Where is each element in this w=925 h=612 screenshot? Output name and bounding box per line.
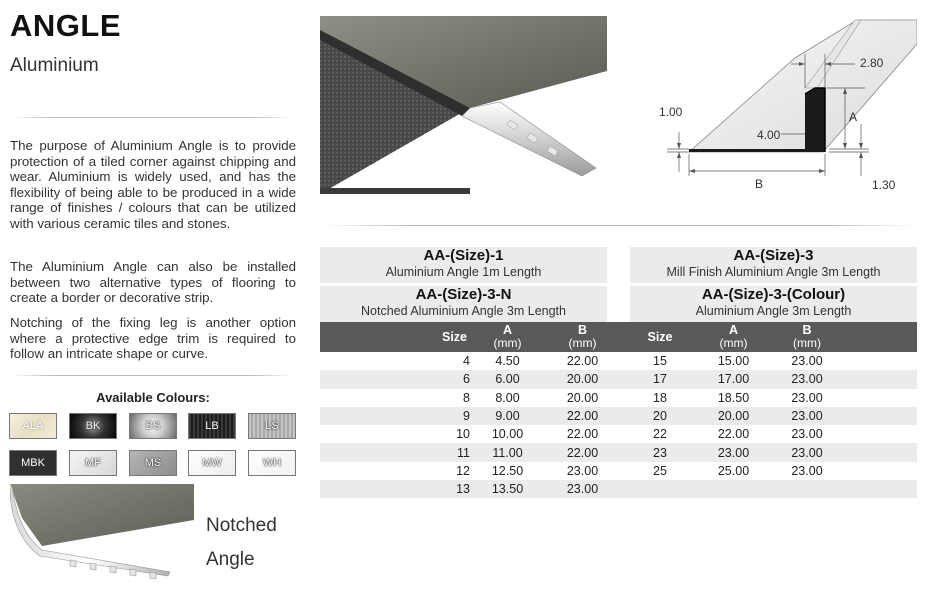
notched-angle-label	[206, 509, 277, 577]
table-cell: 22.00	[695, 425, 772, 443]
col-a-2	[695, 322, 772, 352]
code-description: Aluminium Angle 3m Length	[695, 304, 852, 318]
col-b-unit: (mm)	[793, 336, 821, 350]
table-cell: 20.00	[540, 370, 625, 388]
code-label: AA-(Size)-3-N	[415, 286, 512, 303]
table-cell: 23	[625, 443, 695, 461]
table-cell-spacer	[842, 443, 917, 461]
col-b-label: B	[802, 323, 812, 337]
table-cell: 12.50	[475, 462, 540, 480]
table-cell: 23.00	[772, 389, 842, 407]
table-row	[320, 443, 917, 461]
profile-diagram	[655, 14, 917, 204]
divider	[10, 117, 294, 118]
description-paragraph-2: The Aluminium Angle can also be installed between two alternative types of flooring to create a border or decorative strip.	[10, 259, 296, 306]
table-cell: 10	[320, 425, 475, 443]
code-box-aa-3	[630, 247, 917, 283]
col-b-unit: (mm)	[568, 336, 597, 350]
table-cell: 23.00	[772, 443, 842, 461]
code-description: Aluminium Angle 1m Length	[385, 265, 542, 279]
col-a-label: A	[728, 323, 739, 337]
table-cell: 23.00	[540, 462, 625, 480]
table-cell: 25	[625, 462, 695, 480]
table-cell-spacer	[842, 352, 917, 370]
col-b-2	[772, 322, 842, 352]
table-cell: 17	[625, 370, 695, 388]
table-cell-spacer	[842, 370, 917, 388]
col-size-2: Size	[625, 322, 695, 352]
code-box-aa-3-colour	[630, 286, 917, 322]
table-cell: 6.00	[475, 370, 540, 388]
table-cell: 20.00	[695, 407, 772, 425]
table-row	[320, 352, 917, 370]
table-cell	[625, 480, 695, 498]
product-photo	[320, 16, 607, 194]
table-cell: 4.50	[475, 352, 540, 370]
col-a-unit: (mm)	[719, 336, 748, 350]
table-cell: 20.00	[540, 389, 625, 407]
table-cell: 8	[320, 389, 475, 407]
col-a-label: A	[502, 323, 513, 337]
table-cell: 22.00	[540, 443, 625, 461]
table-cell: 13	[320, 480, 475, 498]
table-cell: 20	[625, 407, 695, 425]
available-colours-title: Available Colours:	[96, 390, 210, 405]
colour-swatch-mbk[interactable]: MBK	[9, 450, 57, 476]
colour-swatch-ls[interactable]: LS	[248, 413, 296, 439]
table-cell: 23.00	[695, 443, 772, 461]
sizes-table	[320, 322, 917, 498]
table-cell: 17.00	[695, 370, 772, 388]
code-description: Mill Finish Aluminium Angle 3m Length	[666, 265, 881, 279]
table-cell	[772, 480, 842, 498]
colour-swatch-ms[interactable]: MS	[129, 450, 177, 476]
divider	[10, 375, 294, 376]
divider	[320, 225, 917, 226]
table-cell: 15	[625, 352, 695, 370]
table-cell: 11.00	[475, 443, 540, 461]
code-description: Notched Aluminium Angle 3m Length	[361, 304, 566, 318]
table-cell: 22.00	[540, 425, 625, 443]
colour-swatch-bk[interactable]: BK	[69, 413, 117, 439]
notched-label-line-2: Angle	[206, 549, 255, 570]
col-b-label: B	[577, 323, 588, 337]
table-cell: 23.00	[772, 425, 842, 443]
dim-b-label: B	[755, 177, 764, 191]
colour-swatch-ala[interactable]: ALA	[9, 413, 57, 439]
colour-swatch-lb[interactable]: LB	[188, 413, 236, 439]
page-subtitle: Aluminium	[10, 55, 99, 76]
table-cell	[695, 480, 772, 498]
code-label: AA-(Size)-1	[423, 247, 504, 264]
code-box-aa-3-n	[320, 286, 607, 322]
table-cell: 4	[320, 352, 475, 370]
table-cell-spacer	[842, 389, 917, 407]
table-row	[320, 425, 917, 443]
col-a	[475, 322, 540, 352]
table-row	[320, 462, 917, 480]
table-cell: 22.00	[540, 407, 625, 425]
table-cell-spacer	[842, 462, 917, 480]
table-cell: 11	[320, 443, 475, 461]
table-header-row	[320, 322, 917, 352]
table-cell: 23.00	[772, 370, 842, 388]
table-cell: 13.50	[475, 480, 540, 498]
table-cell: 10.00	[475, 425, 540, 443]
code-label: AA-(Size)-3-(Colour)	[701, 286, 846, 303]
colour-swatch-mf[interactable]: MF	[69, 450, 117, 476]
table-cell: 23.00	[772, 462, 842, 480]
table-cell-spacer	[842, 480, 917, 498]
table-row	[320, 407, 917, 425]
table-cell: 22.00	[540, 352, 625, 370]
table-cell-spacer	[842, 407, 917, 425]
table-row	[320, 389, 917, 407]
table-cell: 23.00	[772, 352, 842, 370]
col-b	[540, 322, 625, 352]
table-cell: 15.00	[695, 352, 772, 370]
col-spacer	[842, 322, 917, 352]
code-label: AA-(Size)-3	[733, 247, 814, 264]
description-paragraph-3: Notching of the fixing leg is another option where a protective edge trim is required to follow an intricate shape or curve.	[10, 315, 296, 362]
dim-bottom-label: 1.30	[872, 178, 896, 192]
table-row	[320, 370, 917, 388]
table-row	[320, 480, 917, 498]
code-box-aa-1	[320, 247, 607, 283]
table-cell: 18	[625, 389, 695, 407]
colour-swatch-mw[interactable]: MW	[188, 450, 236, 476]
table-cell-spacer	[842, 425, 917, 443]
notched-label-line-1: Notched	[206, 515, 277, 536]
table-cell: 18.50	[695, 389, 772, 407]
dim-inner-label: 4.00	[757, 128, 781, 142]
table-cell: 9	[320, 407, 475, 425]
col-size: Size	[320, 322, 475, 352]
table-cell: 6	[320, 370, 475, 388]
table-cell: 12	[320, 462, 475, 480]
dim-top-label: 2.80	[860, 56, 884, 70]
col-a-unit: (mm)	[493, 336, 522, 350]
colour-swatch-bs[interactable]: BS	[129, 413, 177, 439]
table-cell: 8.00	[475, 389, 540, 407]
table-cell: 23.00	[772, 407, 842, 425]
dim-a-label: A	[849, 110, 858, 124]
page-title: ANGLE	[10, 8, 121, 43]
dim-left-label: 1.00	[659, 105, 683, 119]
table-cell: 22	[625, 425, 695, 443]
notched-angle-photo	[10, 484, 196, 600]
table-cell: 23.00	[540, 480, 625, 498]
description-paragraph-1: The purpose of Aluminium Angle is to provide protection of a tiled corner against chipping and wear. Aluminium is widely used, and has the flexibility of being able to be produced in a wide range of finishes / colours that can be utilized with various ceramic tiles and stones.	[10, 138, 296, 231]
table-cell: 25.00	[695, 462, 772, 480]
table-cell: 9.00	[475, 407, 540, 425]
colour-swatch-wh[interactable]: WH	[248, 450, 296, 476]
